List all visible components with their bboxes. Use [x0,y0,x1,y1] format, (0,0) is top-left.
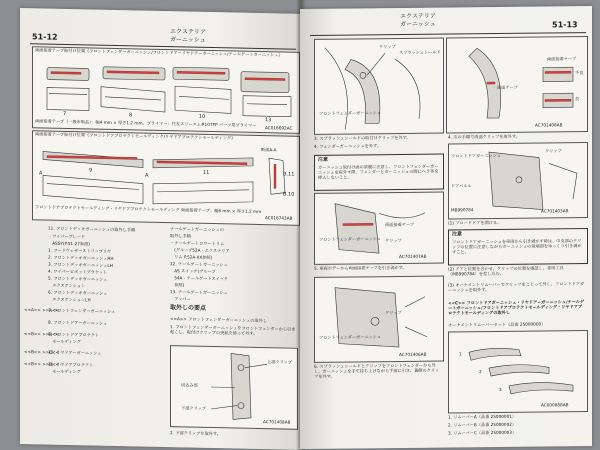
label-bad: 不良 [575,70,584,76]
header-sub-right: ガーニッシュ [400,20,436,29]
label-good: 良 [575,96,580,102]
fig2-code: AC016743AB [265,215,293,221]
figure-tape-position-2 [32,130,300,226]
label-clip-mid: クリップ [385,237,402,244]
label-double-tape: 両面テープ [497,84,518,90]
fender-edge-line [325,48,348,130]
removal-step2: 2. 下部クリップを取外す。 [170,430,221,437]
step-3: 3. スプラッシュシールドの取付けクリップを外す。 [314,134,411,141]
label-tool-number: MB990784 [451,207,474,213]
tool-item-2: 2. リムーバーB（品番 25000002） [448,421,517,428]
figure-tape-detail [446,36,588,133]
parts-item: 参照) [170,282,185,288]
clip-leader [367,53,385,75]
parts-item: 3. フロントデッキガーニッシュLH [48,261,113,268]
fig1-caption: 両面接着テープ貼付け位置《フロントフェンダーガーニッシュ/フロントドアーリヤドアーガーニッシュ/テールゲートガーニッシュ》 [35,47,283,58]
parts-item: 11. フロントデッキガーニッシュの取外し手順 [48,225,136,233]
figure-ornament-remover [448,330,588,413]
parts-item: 10. リヤドアーガーニッシュ [48,349,102,356]
caution-title-1: 注意 [318,156,329,163]
parts-item: 5. フロントデッキガーニッシュ [48,275,108,282]
front-door-garnish-detail [101,87,165,112]
page-number-left: 51-12 [32,32,58,42]
label-front-door-garnish: フロントドアガーニッシュ [451,152,501,159]
figure-clip-remove [314,276,444,363]
removal-heading: 取外しの要点 [170,304,207,312]
fig2-label-b11: B.11 [283,171,295,178]
fig2-label-9: 9 [89,167,93,174]
header-sub-left: ガーニッシュ [170,36,206,44]
front-protect-molding-shape [43,151,143,167]
caution-box-1 [314,154,444,191]
tape-marker-1 [51,72,81,75]
parts-list-right [170,226,298,302]
tape-good-marker [545,99,571,101]
header-title-right: エクステリア [400,12,436,21]
label-fender-garnish-low: フロントフェンダーガーニッシュ [319,334,381,340]
figure-fender-clip [170,345,298,430]
marker-a: <<A>> >>A<< [24,307,60,313]
step-4: 4. フェンダーガーニッシュを外す。 [314,143,382,149]
fig1-label-10: 10 [199,113,206,120]
garnish-outline [395,59,420,119]
parts-item: リム P.52A-XX参照) [170,254,213,261]
marker-b2: <<B>> >>C<< [24,349,60,355]
fig2-label-a-right: A [145,172,149,179]
sub-step-3: (3) オーナメントリムーバーでクリップをこじって外し、フロントドアガーニッシュを取外す。 [448,281,585,293]
marker-b1: <<B>> >>B<< [24,331,60,337]
rear-door-garnish-detail [175,86,231,113]
tape-peel-marker [343,223,373,225]
tool-item-1: 1. リムーバーA（品番 25000001） [448,413,517,420]
label-fender-garnish-top: フロントフェンダーガーニッシュ [319,110,381,116]
step-6: 6. スプラッシュシールドとクリップをフロントフェンダーから外し、ガーニッシュを手で持ち上げながら手前に引き、裏側のクリップを外す。 [314,362,440,379]
label-upper-clip: 上部クリップ [267,359,292,365]
parts-item: 2. フロントデッキガーニッシュRH [48,254,114,261]
caution-text-2: フロントドアガーニッシュを車両から引き剥がす時は、中央部のクリップの位置に注意しながらガーニッシュの前端部をゆっくり引き剥がすこと。 [452,238,582,255]
remover-b-shape [489,364,549,376]
remover-c-shape [509,382,573,394]
fig-remover-drawing [449,331,587,412]
parts-item: 9. フロントドアプロテクト [48,331,100,338]
fig-low-code: AC701406AB [399,351,427,358]
fender-garnish-detail [47,88,89,111]
fig-mid-code: AC701407AB [399,253,427,260]
parts-item: 取外し手順 [170,233,191,239]
front-molding-detail [43,175,143,203]
right-page [300,6,592,449]
parts-item: 12. テールゲートガーニッシュ [170,261,228,268]
remover-num-3: 3 [499,386,502,392]
fig-remover-code: AC000888AB [541,402,569,408]
fig-clip-remove-drawing [315,277,443,362]
parts-item: モールディング [48,368,81,375]
figure-door-garnish [448,142,588,219]
fig2-section-tag: 断面A-A [261,147,277,153]
fig1-label-8: 8 [129,112,133,119]
label-lower-clip: 下部クリップ [181,405,206,411]
caution-text-1: ガーニッシュ取付け面の塗膜に注意し、フロントフェンダーガーニッシュを取外す際、フェンダーとガーニッシュの間にヘラ等を挿入しないこと。 [318,163,439,180]
special-tool-shape [549,163,577,199]
right-col-step: 4. 次の手順で両面クリップを取外す。 [448,133,520,140]
left-page [20,8,302,450]
parts-item: エクステンション [48,282,86,289]
caution-title-2: 注意 [452,231,463,238]
remover-num-1: 1 [459,351,462,357]
caution-box-2 [448,228,588,265]
garnish-section-shape [469,48,501,118]
parts-item: AS スイッチ(グループ [170,268,216,275]
fig1-label-13: 13 [265,117,272,124]
fig1-note: 両面接着テープ（一般市販品）：幅4 mm × 厚さ1.2 mm、プライマー：住友スリーエム#107PP パーツ用プライマー [35,118,257,128]
step-5: 5. 車両ボデーから両面接着テープを引き剥がす。 [314,264,407,271]
rear-molding-detail [153,180,253,206]
label-notch: 切込み部 [181,382,198,388]
fig2-label-11: 11 [203,169,210,176]
label-clip-low: クリップ [385,309,402,316]
fig-top-code: AC701408AB [535,122,563,128]
fig-clip-code: AC701408AB [263,419,291,425]
removal-text: 1. フロントフェンダーガーニッシュをフロントフェンダーから引き起こし、取付けクリップの突起を使って外す。 [170,324,296,336]
parts-item: テールゲートガーニッシュの [170,226,224,233]
fig2-note: フロントドアプロテクトモールディング・リヤドアプロテクトモールディング 両面接着テープ：幅6 mm × 厚さ1.2 mm [35,204,262,215]
fig2-caption: 両面接着テープ貼付け位置《フロントドアプロテクトモールディング/リヤドアプロテクトモールディング》 [35,131,236,141]
label-tape-peel: 両面接着テープ [385,221,415,228]
tape-bad-marker [545,71,571,73]
removal-step-title: <<A>> フロントフェンダーガーニッシュの取外し [170,316,267,324]
parts-list-left [48,225,158,375]
header-title-left: エクステリア [170,28,206,36]
tool-set: オーナメントリムーバーセット（品番 25000000） [448,321,546,328]
parts-item: 13. テールゲートガーニッシュ [170,289,228,296]
spatula-line [379,213,425,218]
parts-item: 4. ワイパーピボットブラケット [48,268,108,275]
figure-tape-position-1 [32,46,300,134]
parts-item: エクステンションLH [48,296,91,303]
parts-item: 6. フロントデッキガーニッシュ [48,289,108,296]
tape-section-marker [487,82,495,84]
parts-item: ASSY(P.51-27参照) [48,240,90,247]
parts-item: 11. リヤドアプロテクト [48,361,94,368]
parts-item: ・ワイパーブレード [48,233,86,240]
page-number-right: 51-13 [552,20,578,30]
parts-item: 1. フードウェザーストリップリヤ [48,247,112,254]
remover-num-2: 2 [479,369,482,375]
label-door-panel: ドアパネル [451,183,472,189]
fig1-code: AC016692AC [265,125,293,131]
fig-door-code: AC701403AB [541,208,569,214]
parts-item: 7. フロントフェンダーガーニッシュ [48,307,116,314]
tailgate-garnish-detail [243,96,291,117]
parts-item: 54A - テールゲートスイッチ [170,275,229,282]
label-door-clip: クリップ [545,148,562,154]
parts-item: アッパー [170,296,191,302]
sub-step-2: (2) ドアと位置を合わせ、クリップの位置を確認し、専用工具（MB990784）を差し込む。 [448,265,564,277]
tool-item-3: 3. リムーバーC（品番 25000003） [448,429,517,436]
step-c-title: <<C>> フロントドアガーニッシュ・リヤドアーガーニッシュ/テールゲートガーニッシュ/フロントドアプロテクトモールディング・リヤドアプロテクトモールディングの取外し [448,299,585,316]
pull-arrows [405,297,427,337]
label-fender-garnish-mid: フロントフェンダーガーニッシュ [319,236,381,242]
label-clip-top: クリップ [379,44,396,50]
sub-step-1: (1) ブロードドアを開ける。 [448,219,502,226]
label-splash-shield: スプラッシュシールド [399,49,441,56]
fender-garnish-peel-shape [335,203,379,253]
tailgate-garnish-shape [241,72,289,93]
label-tape-detail: 両面接着テープ [547,56,577,62]
parts-item: ・テールゲートロワートリム [170,240,225,247]
fig2-label-a-left: A [39,170,43,177]
figure-splash-shield [314,38,444,135]
parts-item: モールディング [48,338,81,345]
header-rule-right [310,32,586,36]
marker-b3: <<B>> >>B<< [24,361,60,367]
remover-a-shape [469,348,521,360]
fig2-label-b10: B.10 [283,191,295,198]
tape-marker-7 [274,164,276,188]
fig1-label-7: 7 [63,110,67,117]
parts-item: (グループ52A - エクステリア [170,247,230,254]
notch-leader [211,387,235,388]
figure-tape-peel [314,192,444,265]
parts-item: 8. フロントドアーガーニッシュ [48,319,108,326]
garnish-piece-shape [231,353,251,419]
bad-example-shape [543,67,573,81]
